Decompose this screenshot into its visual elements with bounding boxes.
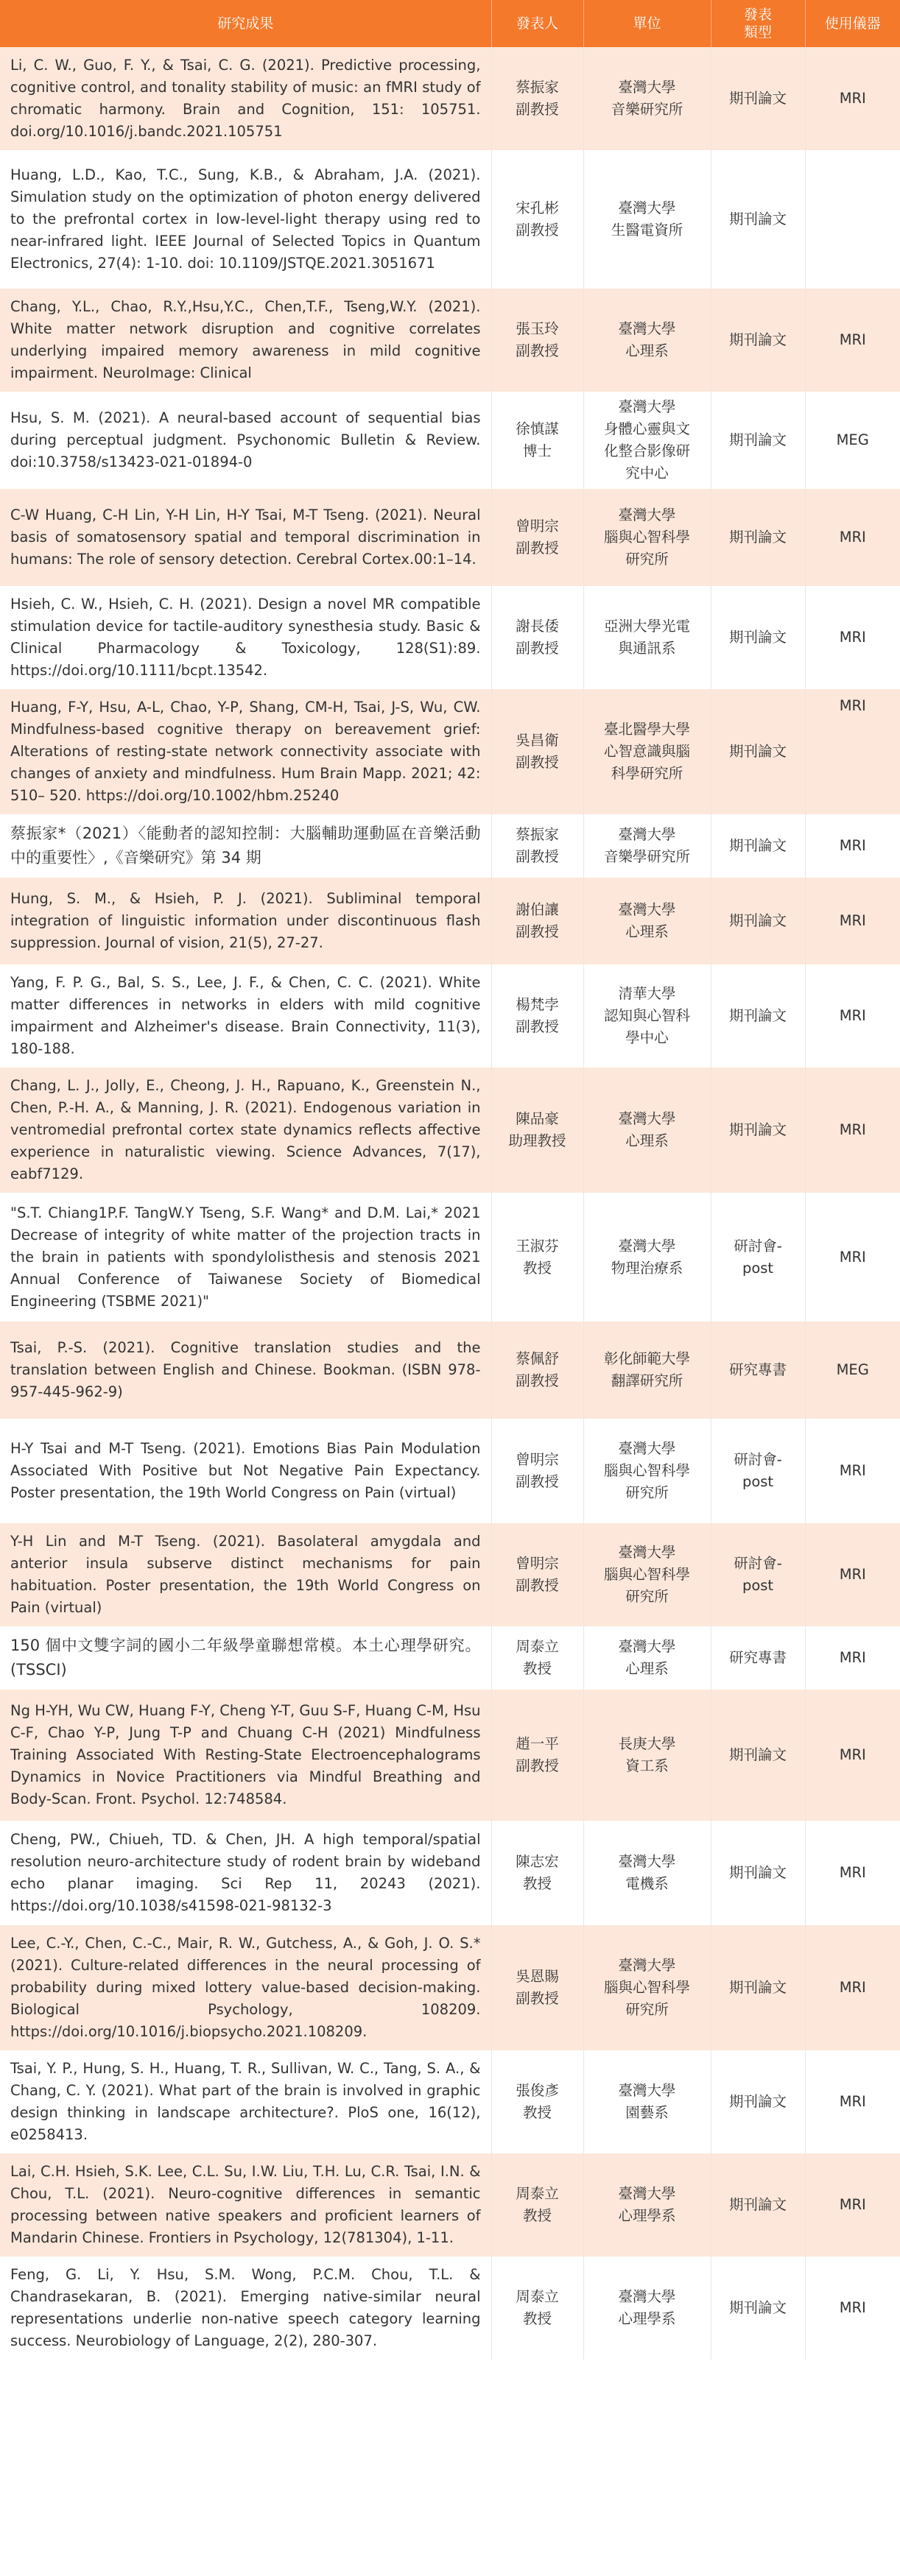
presenter-title: 教授: [522, 2104, 552, 2121]
header-type-label: 發表類型: [743, 7, 772, 40]
table-row: [0, 2153, 900, 2256]
table-row: [0, 814, 900, 878]
unit-cell: 臺灣大學 心理學系: [583, 2256, 711, 2360]
presenter-name: 謝長倭: [516, 618, 559, 635]
type-cell: 研討會- post: [711, 1193, 805, 1321]
type-cell: 研究專書: [711, 1626, 805, 1690]
presenter-title: 副教授: [516, 1018, 559, 1035]
type-cell: 期刊論文: [711, 878, 805, 964]
table-row: [0, 878, 900, 964]
citation-cell: Cheng, PW., Chiueh, TD. & Chen, JH. A high temporal/spatial resolution neuro-architecture study of rodent brain by wideband echo planar imaging. Sci Rep 11, 20243 (2021). https://doi.org/10.1038/s41598-021-98132-3: [0, 1821, 491, 1925]
presenter-cell: [491, 1821, 583, 1925]
presenter-title: 教授: [522, 1660, 552, 1677]
table-header: [0, 0, 900, 47]
presenter-name: 張俊彥: [516, 2082, 559, 2099]
unit-cell: 臺灣大學 心理系: [583, 878, 711, 964]
instrument-cell: MEG: [805, 1321, 900, 1419]
unit-cell: 臺灣大學 腦與心智科學 研究所: [583, 489, 711, 586]
presenter-cell: [491, 1925, 583, 2050]
presenter-name: 謝伯讓: [516, 901, 559, 918]
presenter-name: 周泰立: [516, 2288, 559, 2305]
instrument-cell: MRI: [805, 1821, 900, 1925]
citation-cell: Tsai, Y. P., Hung, S. H., Huang, T. R., Sullivan, W. C., Tang, S. A., & Chang, C. Y. (2021). What part of the brain is involved in graphic design thinking in landscape architecture?. PloS one, 16(12), e0258413.: [0, 2050, 491, 2153]
table-row: [0, 1193, 900, 1321]
presenter-cell: [491, 878, 583, 964]
table-body: [0, 47, 900, 2360]
presenter-title: 副教授: [516, 640, 559, 657]
table-row: [0, 1690, 900, 1821]
table-row: [0, 2050, 900, 2153]
instrument-cell: MRI: [805, 2050, 900, 2153]
table-row: [0, 1821, 900, 1925]
type-cell: 期刊論文: [711, 1690, 805, 1821]
citation-cell: Hung, S. M., & Hsieh, P. J. (2021). Subliminal temporal integration of linguistic information under discontinuous flash suppression. Journal of vision, 21(5), 27-27.: [0, 878, 491, 964]
presenter-name: 蔡振家: [516, 79, 559, 96]
instrument-cell: MRI: [805, 2153, 900, 2256]
presenter-title: 副教授: [516, 222, 559, 239]
presenter-cell: [491, 47, 583, 150]
presenter-cell: [491, 2256, 583, 2360]
citation-cell: Tsai, P.-S. (2021). Cognitive translation studies and the translation between English and Chinese. Bookman. (ISBN 978-957-445-962-9): [0, 1321, 491, 1419]
table-row: [0, 964, 900, 1068]
presenter-name: 曾明宗: [516, 518, 559, 534]
presenter-name: 吳恩賜: [516, 1968, 559, 1985]
presenter-title: 副教授: [516, 1473, 559, 1490]
citation-cell: Y-H Lin and M-T Tseng. (2021). Basolateral amygdala and anterior insula subserve distinct mechanisms for pain habituation. Poster presentation, the 19th World Congress on Pain (virtual): [0, 1523, 491, 1626]
citation-cell: C-W Huang, C-H Lin, Y-H Lin, H-Y Tsai, M-T Tseng. (2021). Neural basis of somatosensory spatial and temporal discrimination in humans: The role of sensory detection. Cerebral Cortex.00:1–14.: [0, 489, 491, 586]
unit-cell: 彰化師範大學 翻譯研究所: [583, 1321, 711, 1419]
type-cell: 期刊論文: [711, 1821, 805, 1925]
instrument-cell: MRI: [805, 586, 900, 689]
type-cell: 研究專書: [711, 1321, 805, 1419]
presenter-cell: [491, 392, 583, 489]
presenter-title: 助理教授: [508, 1132, 566, 1149]
instrument-cell: MRI: [805, 878, 900, 964]
type-cell: 期刊論文: [711, 689, 805, 814]
citation-cell: Chang, Y.L., Chao, R.Y.,Hsu,Y.C., Chen,T.F., Tseng,W.Y. (2021). White matter network disruption and cognitive correlates underlying impaired memory awareness in mild cognitive impairment. NeuroImage: Clinical: [0, 289, 491, 392]
type-cell: 期刊論文: [711, 1925, 805, 2050]
citation-cell: Yang, F. P. G., Bal, S. S., Lee, J. F., & Chen, C. C. (2021). White matter differences in networks in elders with mild cognitive impairment and Alzheimer's disease. Brain Connectivity, 11(3), 180-188.: [0, 964, 491, 1068]
table-row: [0, 1523, 900, 1626]
unit-cell: 臺灣大學 心理系: [583, 1626, 711, 1690]
citation-cell: Hsu, S. M. (2021). A neural-based account of sequential bias during perceptual judgment. Psychonomic Bulletin & Review. doi:10.3758/s13423-021-01894-0: [0, 392, 491, 489]
instrument-cell: MRI: [805, 289, 900, 392]
citation-cell: Feng, G. Li, Y. Hsu, S.M. Wong, P.C.M. Chou, T.L. & Chandrasekaran, B. (2021). Emerging native-similar neural representations underlie non-native speech category learning success. Neurobiology of Language, 2(2), 280-307.: [0, 2256, 491, 2360]
header-instrument: 使用儀器: [805, 0, 900, 47]
presenter-title: 副教授: [516, 1577, 559, 1594]
unit-cell: 臺灣大學 腦與心智科學 研究所: [583, 1419, 711, 1523]
unit-cell: 臺灣大學 生醫電資所: [583, 150, 711, 289]
instrument-cell: MRI: [805, 964, 900, 1068]
presenter-cell: [491, 586, 583, 689]
instrument-cell: MRI: [805, 1068, 900, 1193]
presenter-name: 張玉玲: [516, 320, 559, 337]
presenter-cell: [491, 150, 583, 289]
table-row: [0, 1068, 900, 1193]
presenter-name: 陳品豪: [516, 1110, 559, 1127]
instrument-cell: MRI: [805, 689, 900, 814]
table-row: [0, 1419, 900, 1523]
citation-cell: 蔡振家*（2021）〈能動者的認知控制：大腦輔助運動區在音樂活動中的重要性〉,《音樂研究》第 34 期: [0, 814, 491, 878]
presenter-cell: [491, 1626, 583, 1690]
presenter-title: 副教授: [516, 101, 559, 118]
citation-cell: 150 個中文雙字詞的國小二年級學童聯想常模。本土心理學研究。(TSSCI): [0, 1626, 491, 1690]
presenter-title: 副教授: [516, 848, 559, 865]
presenter-name: 曾明宗: [516, 1451, 559, 1468]
unit-cell: 臺灣大學 音樂研究所: [583, 47, 711, 150]
unit-cell: 臺灣大學 園藝系: [583, 2050, 711, 2153]
presenter-cell: [491, 964, 583, 1068]
presenter-cell: [491, 289, 583, 392]
table-row: [0, 47, 900, 150]
presenter-title: 副教授: [516, 342, 559, 359]
unit-cell: 臺灣大學 心理學系: [583, 2153, 711, 2256]
unit-cell: 臺灣大學 電機系: [583, 1821, 711, 1925]
unit-cell: 臺北醫學大學 心智意識與腦 科學研究所: [583, 689, 711, 814]
type-cell: 期刊論文: [711, 964, 805, 1068]
instrument-cell: [805, 150, 900, 289]
presenter-title: 副教授: [516, 1372, 559, 1389]
header-type: [711, 0, 805, 47]
presenter-name: 周泰立: [516, 1638, 559, 1655]
presenter-title: 副教授: [516, 1990, 559, 2007]
type-cell: 研討會- post: [711, 1419, 805, 1523]
presenter-name: 趙一平: [516, 1735, 559, 1752]
presenter-cell: [491, 689, 583, 814]
unit-cell: 長庚大學 資工系: [583, 1690, 711, 1821]
citation-cell: Lai, C.H. Hsieh, S.K. Lee, C.L. Su, I.W. Liu, T.H. Lu, C.R. Tsai, I.N. & Chou, T.L. (2021). Neuro-cognitive differences in semantic processing between native speakers and proficient learners of Mandarin Chinese. Frontiers in Psychology, 12(781304), 1-11.: [0, 2153, 491, 2256]
presenter-title: 副教授: [516, 923, 559, 940]
presenter-cell: [491, 814, 583, 878]
header-unit: 單位: [583, 0, 711, 47]
presenter-name: 蔡佩舒: [516, 1350, 559, 1367]
presenter-name: 楊梵孛: [516, 996, 559, 1013]
instrument-cell: MRI: [805, 1419, 900, 1523]
type-cell: 期刊論文: [711, 586, 805, 689]
presenter-cell: [491, 1193, 583, 1321]
presenter-cell: [491, 2050, 583, 2153]
unit-cell: 臺灣大學 身體心靈與文 化整合影像研 究中心: [583, 392, 711, 489]
instrument-cell: MRI: [805, 1626, 900, 1690]
table-row: [0, 586, 900, 689]
citation-cell: Li, C. W., Guo, F. Y., & Tsai, C. G. (2021). Predictive processing, cognitive control, and tonality stability of music: an fMRI study of chromatic harmony. Brain and Cognition, 151: 105751. doi.org/10.1016/j.bandc.2021.105751: [0, 47, 491, 150]
presenter-title: 教授: [522, 2207, 552, 2224]
presenter-title: 副教授: [516, 754, 559, 771]
citation-cell: H-Y Tsai and M-T Tseng. (2021). Emotions Bias Pain Modulation Associated With Positive but Not Negative Pain Expectancy. Poster presentation, the 19th World Congress on Pain (virtual): [0, 1419, 491, 1523]
citation-cell: Lee, C.-Y., Chen, C.-C., Mair, R. W., Gutchess, A., & Goh, J. O. S.* (2021). Culture-related differences in the neural processing of probability during mixed lottery value-based decision-making. Biological Psychology, 108209. https://doi.org/10.1016/j.biopsycho.2021.108209.: [0, 1925, 491, 2050]
type-cell: 研討會- post: [711, 1523, 805, 1626]
table-row: [0, 392, 900, 489]
instrument-cell: MRI: [805, 1523, 900, 1626]
instrument-cell: MRI: [805, 489, 900, 586]
unit-cell: 臺灣大學 心理系: [583, 1068, 711, 1193]
instrument-cell: MRI: [805, 1690, 900, 1821]
citation-cell: Hsieh, C. W., Hsieh, C. H. (2021). Design a novel MR compatible stimulation device for tactile-auditory synesthesia study. Basic & Clinical Pharmacology & Toxicology, 128(S1):89. https://doi.org/10.1111/bcpt.13542.: [0, 586, 491, 689]
unit-cell: 亞洲大學光電 與通訊系: [583, 586, 711, 689]
presenter-name: 王淑芬: [516, 1237, 559, 1255]
instrument-cell: MRI: [805, 2256, 900, 2360]
table-row: [0, 1925, 900, 2050]
presenter-cell: [491, 1419, 583, 1523]
unit-cell: 臺灣大學 物理治療系: [583, 1193, 711, 1321]
table-row: [0, 489, 900, 586]
unit-cell: 臺灣大學 音樂學研究所: [583, 814, 711, 878]
header-research: 研究成果: [0, 0, 491, 47]
presenter-name: 周泰立: [516, 2185, 559, 2202]
presenter-title: 博士: [522, 442, 552, 459]
presenter-title: 教授: [522, 1259, 552, 1277]
presenter-name: 徐慎謀: [516, 420, 559, 437]
table-row: [0, 1321, 900, 1419]
presenter-cell: [491, 1068, 583, 1193]
citation-cell: Huang, L.D., Kao, T.C., Sung, K.B., & Abraham, J.A. (2021). Simulation study on the optimization of photon energy delivered to the prefrontal cortex in low-level-light therapy using red to near-infrared light. IEEE Journal of Selected Topics in Quantum Electronics, 27(4): 1-10. doi: 10.1109/JSTQE.2021.3051671: [0, 150, 491, 289]
table-row: [0, 150, 900, 289]
type-cell: 期刊論文: [711, 289, 805, 392]
presenter-cell: [491, 1523, 583, 1626]
instrument-cell: MRI: [805, 814, 900, 878]
table-row: [0, 1626, 900, 1690]
presenter-cell: [491, 2153, 583, 2256]
presenter-name: 吳昌衛: [516, 732, 559, 749]
type-cell: 期刊論文: [711, 814, 805, 878]
instrument-cell: MRI: [805, 1193, 900, 1321]
table-row: [0, 689, 900, 814]
presenter-name: 曾明宗: [516, 1555, 559, 1572]
type-cell: 期刊論文: [711, 2050, 805, 2153]
type-cell: 期刊論文: [711, 1068, 805, 1193]
unit-cell: 臺灣大學 心理系: [583, 289, 711, 392]
type-cell: 期刊論文: [711, 2256, 805, 2360]
instrument-cell: MRI: [805, 47, 900, 150]
presenter-name: 陳志宏: [516, 1853, 559, 1870]
table-row: [0, 2256, 900, 2360]
presenter-name: 蔡振家: [516, 826, 559, 843]
presenter-name: 宋孔彬: [516, 200, 559, 216]
presenter-title: 教授: [522, 2310, 552, 2327]
citation-cell: Huang, F-Y, Hsu, A-L, Chao, Y-P, Shang, CM-H, Tsai, J-S, Wu, CW. Mindfulness-based cognitive therapy on bereavement grief: Alterations of resting-state network connectivity associate with changes of anxiety and mindfulness. Hum Brain Mapp. 2021; 42: 510– 520. https://doi.org/10.1002/hbm.25240: [0, 689, 491, 814]
presenter-title: 教授: [522, 1875, 552, 1892]
presenter-title: 副教授: [516, 1757, 559, 1774]
instrument-cell: MEG: [805, 392, 900, 489]
type-cell: 期刊論文: [711, 489, 805, 586]
presenter-title: 副教授: [516, 540, 559, 557]
presenter-cell: [491, 1321, 583, 1419]
unit-cell: 清華大學 認知與心智科 學中心: [583, 964, 711, 1068]
table-row: [0, 289, 900, 392]
presenter-cell: [491, 1690, 583, 1821]
citation-cell: Ng H-YH, Wu CW, Huang F-Y, Cheng Y-T, Guu S-F, Huang C-M, Hsu C-F, Chao Y-P, Jung T-P and Chuang C-H (2021) Mindfulness Training Associated With Resting-State Electroencephalograms Dynamics in Novice Practitioners via Mindful Breathing and Body-Scan. Front. Psychol. 12:748584.: [0, 1690, 491, 1821]
unit-cell: 臺灣大學 腦與心智科學 研究所: [583, 1523, 711, 1626]
unit-cell: 臺灣大學 腦與心智科學 研究所: [583, 1925, 711, 2050]
presenter-cell: [491, 489, 583, 586]
type-cell: 期刊論文: [711, 392, 805, 489]
citation-cell: Chang, L. J., Jolly, E., Cheong, J. H., Rapuano, K., Greenstein N., Chen, P.-H. A., & Manning, J. R. (2021). Endogenous variation in ventromedial prefrontal cortex state dynamics reflects affective experience in naturalistic viewing. Science Advances, 7(17), eabf7129.: [0, 1068, 491, 1193]
citation-cell: "S.T. Chiang1P.F. TangW.Y Tseng, S.F. Wang* and D.M. Lai,* 2021 Decrease of integrity of white matter of the projection tracts in the brain in patients with spondylolisthesis and stenosis 2021 Annual Conference of Taiwanese Society of Biomedical Engineering (TSBME 2021)": [0, 1193, 491, 1321]
type-cell: 期刊論文: [711, 2153, 805, 2256]
instrument-cell: MRI: [805, 1925, 900, 2050]
type-cell: 期刊論文: [711, 150, 805, 289]
type-cell: 期刊論文: [711, 47, 805, 150]
header-presenter: 發表人: [491, 0, 583, 47]
